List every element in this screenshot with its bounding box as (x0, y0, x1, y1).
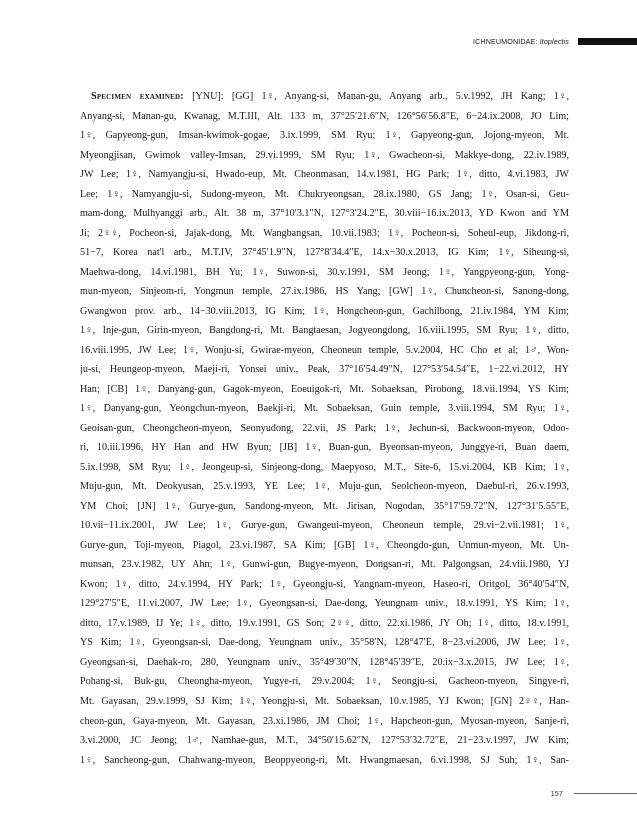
running-head-genus: Itoplectis (539, 36, 569, 46)
text-line: JW Lee; 1♀, Namyangju-si, Hwado-eup, Mt. Cheonmasan, 14.v.1981, HG Park; 1♀, ditto, 4.vi.1983, JW (80, 169, 569, 181)
text-line: Gyeongsan-si, Daehak-ro, 280, Yeungnam univ., 35°49′30″N, 128°45′39″E, 20.ix−3.x.2015, JW Lee; 1♀, (80, 656, 569, 668)
text-line: YM Choi; [JN] 1♀, Gurye-gun, Sandong-myeon, Mt. Jirisan, Nogodan, 35°17′59.72″N, 127°31′5.55″E, (80, 500, 569, 512)
text-line: Maehwa-dong, 14.vi.1981, BH Yu; 1♀, Suwon-si, 30.v.1991, SM Jeong; 1♀, Yangpyeong-gun, Yong- (80, 266, 569, 278)
text-line: 5.ix.1998, SM Ryu; 1♀, Jeongeup-si, Sinjeong-dong, Maepyoso, M.T., Site-6, 15.vi.2004, KB Kim; 1♀, (80, 461, 569, 473)
text-line: Mt. Gayasan, 29.v.1999, SJ Kim; 1♀, Yeongju-si, Mt. Sobaeksan, 10.v.1985, YJ Kwon; [GN] 2♀♀, Han- (80, 695, 569, 707)
running-head-text (473, 37, 569, 46)
text-line: 129°27′5″E, 11.vi.2007, JW Lee; 1♀, Gyeongsan-si, Dae-dong, Yeungnam univ., 18.v.1991, YS Kim; 1♀, (80, 598, 569, 610)
text-line: 1♀, Gapyeong-gun, Imsan-kwimok-gogae, 3.ix.1999, SM Ryu; 1♀, Gapyeong-gun, Jojong-myeon, Mt. (80, 130, 569, 142)
specimen-examined-paragraph (80, 87, 569, 770)
text-line: Anyang-si, Manan-gu, Kwanag, M.T.III, Alt. 133 m, 37°25′21.6″N, 126°56′56.8″E, 6−24.ix.2008, JO Lim; (80, 110, 569, 122)
text-line: ditto, 17.v.1989, IJ Ye; 1♀, ditto, 19.v.1991, GS Son; 2♀♀, ditto, 22.xi.1986, JY Oh; 1♀, ditto, 18.v.1991, (80, 617, 569, 629)
text-line: Gurye-gun, Toji-myeon, Piagol, 23.vi.1987, SA Kim; [GB] 1♀, Cheongdo-gun, Unmun-myeon, Mt. Un- (80, 539, 569, 551)
text-line: 51−7, Korea nat'l arb., M.T.IV, 37°45′1.9″N, 127°8′34.4″E, 14.x−30.x.2013, IG Kim; 1♀, Siheung-si, (80, 247, 569, 259)
text-line: mun-myeon, Sinjeom-ri, Yongmun temple, 27.ix.1986, HS Yang; [GW] 1♀, Chuncheon-si, Sanong-dong, (80, 286, 569, 298)
footer-rule (574, 793, 637, 794)
text-line: ju-si, Heungeop-myeon, Maeji-ri, Yonsei univ., Peak, 37°16′54.49″N, 127°53′54.54″E, 1−22.vi.2012, HY (80, 364, 569, 376)
text-line: Pohang-si, Buk-gu, Cheongha-myeon, Yugye-ri, 29.v.2004; 1♀, Seongju-si, Gacheon-myeon, Singye-ri, (80, 676, 569, 688)
running-head (473, 35, 637, 47)
text-line: Geoisan-gun, Cheongcheon-myeon, Seonyudong, 22.vii, JS Park; 1♀, Jechun-si, Backwoon-myeon, Odoo- (80, 422, 569, 434)
text-line: Kwon; 1♀, ditto, 24.v.1994, HY Park; 1♀, Gyeongju-si, Yangnam-myeon, Haseo-ri, Oritgol, 36°40′54″N, (80, 578, 569, 590)
text-line (80, 87, 569, 107)
text-line: YS Kim; 1♀, Gyeongsan-si, Dae-dong, Yeungnam univ., 35°58′N, 128°47′E, 8−23.vi.2006, JW Lee; 1♀, (80, 637, 569, 649)
text-line: 10.vii−11.ix.2001, JW Lee; 1♀, Gurye-gun, Gwangeui-myeon, Cheoneun temple, 29.vi−2.vii.1981; 1♀, (80, 520, 569, 532)
page-number: 157 (550, 789, 563, 798)
text-line: Han; [CB] 1♀, Danyang-gun, Gagok-myeon, Eoeuigok-ri, Mt. Sobaeksan, Pirobong, 18.vii.1994, YS Kim; (80, 383, 569, 395)
section-heading: Specimen examined (91, 91, 181, 102)
text-line: 1♀, Danyang-gun, Yeongchun-myeon, Baekji-ri, Mt. Sobaeksan, Guin temple, 3.viii.1994, SM Ryu; 1♀, (80, 403, 569, 415)
text-line: 1♀, Sancheong-gun, Chahwang-myeon, Beoppyeong-ri, Mt. Hwangmaesan, 6.vi.1998, SJ Suh; 1♀, San- (80, 754, 569, 766)
page-footer (551, 789, 637, 798)
running-head-bar (578, 38, 637, 45)
text-line: cheon-gun, Gaya-myeon, Mt. Gayasan, 23.xi.1986, JM Choi; 1♀, Hapcheon-gun, Myosan-myeon, Sanje-ri, (80, 715, 569, 727)
text-line: mam-dong, Mulhyanggi arb., Alt. 38 m, 37°10′3.1″N, 127°3′24.2″E, 30.viii−16.ix.2013, YD Kwon and YM (80, 208, 569, 220)
running-head-family: ICHNEUMONIDAE: (473, 36, 538, 46)
text-line: ri, 10.iii.1996, HY Han and HW Byun; [JB] 1♀, Buan-gun, Byeonsan-myeon, Junggye-ri, Buan daem, (80, 442, 569, 454)
text-line: 16.viii.1995, JW Lee; 1♀, Wonju-si, Gwirae-myeon, Cheoneun temple, 5.v.2004, HC Cho et al; 1♂, Won- (80, 344, 569, 356)
text-line: 3.vi.2000, JC Jeong; 1♂, Namhae-gun, M.T., 34°50′15.62″N, 127°53′32.72″E, 21−23.v.1997, JW Kim; (80, 735, 569, 747)
text-line: Lee; 1♀, Namyangju-si, Sudong-myeon, Mt. Chukryeongsan, 28.ix.1980, GS Jang; 1♀, Osan-si, Geu- (80, 188, 569, 200)
text-line: Muju-gun, Mt. Deokyusan, 25.v.1993, YE Lee; 1♀, Muju-gun, Seolcheon-myeon, Daebul-ri, 26.v.1993, (80, 481, 569, 493)
text-line: Gwangwon prov. arb., 14−30.viii.2013, IG Kim; 1♀, Hongcheon-gun, Gachilbong, 21.iv.1984, YM Kim; (80, 305, 569, 317)
text-line: munsan, 23.v.1982, UY Ahn; 1♀, Gunwi-gun, Bugye-myeon, Dongsan-ri, Mt. Palgongsan, 24.viii.1980, YJ (80, 559, 569, 571)
text-line-content: [YNU]: [GG] 1♀, Anyang-si, Manan-gu, Anyang arb., 5.v.1992, JH Kang; 1♀, (183, 91, 569, 102)
text-line: Myeongjisan, Gwimok valley-Imsan, 29.vi.1999, SM Ryu; 1♀, Gwacheon-si, Makkye-dong, 22.iv.1989, (80, 149, 569, 161)
text-line: 1♀, Inje-gun, Girin-myeon, Bangdong-ri, Mt. Bangtaesan, Jogyeongdong, 16.viii.1995, SM Ryu; 1♀, ditto, (80, 325, 569, 337)
section-heading-colon: : (180, 91, 184, 102)
text-line: Ji; 2♀♀, Pocheon-si, Jajak-dong, Mt. Wangbangsan, 10.vii.1983; 1♀, Pocheon-si, Soheul-eup, Jikdong-ri, (80, 227, 569, 239)
